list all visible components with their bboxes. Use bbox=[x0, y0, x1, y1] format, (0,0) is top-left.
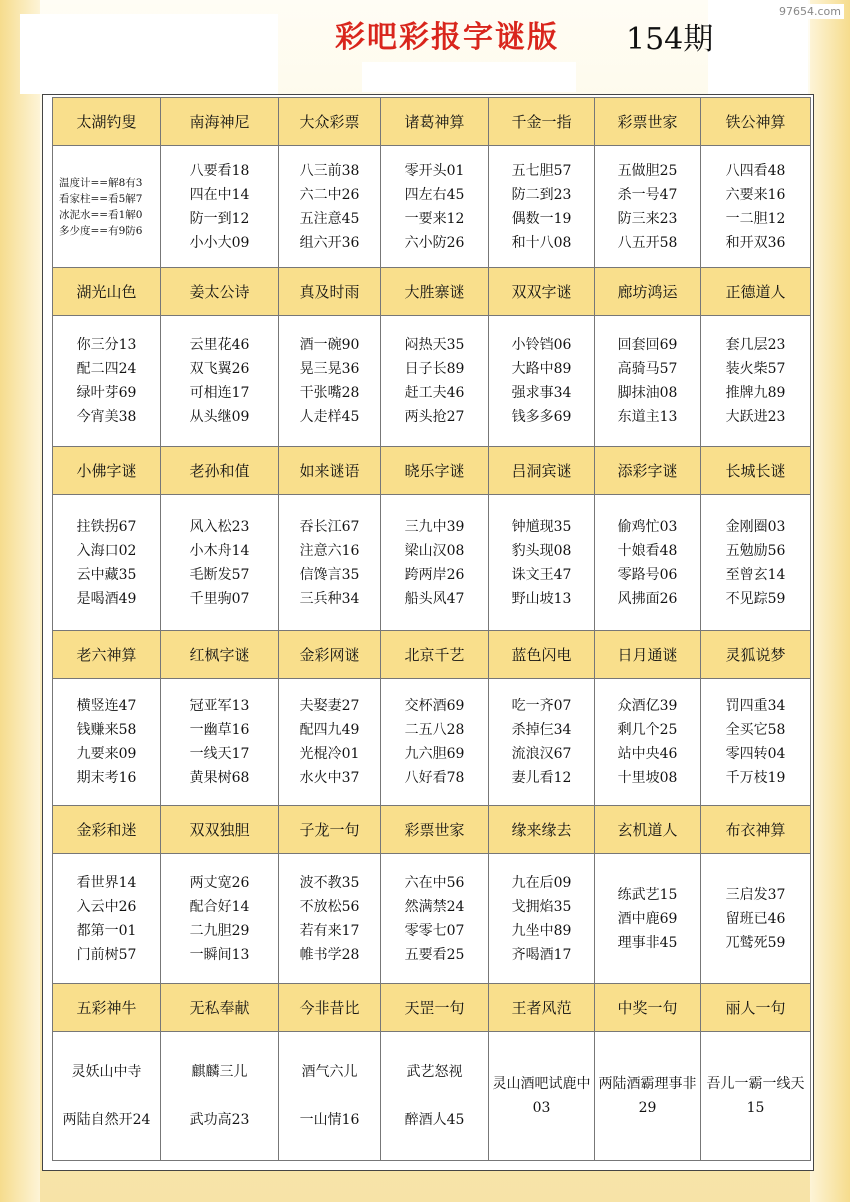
prediction-cell bbox=[489, 316, 595, 447]
prediction-cell bbox=[381, 1032, 489, 1161]
expert-name: 蓝色闪电 bbox=[489, 631, 595, 679]
prediction-line: 一幽草16 bbox=[189, 722, 250, 738]
expert-name: 吕洞宾谜 bbox=[489, 447, 595, 495]
redacted-box-center bbox=[362, 62, 576, 92]
prediction-line: 晃三晃36 bbox=[299, 361, 360, 377]
prediction-line: 诛文王47 bbox=[511, 566, 572, 583]
header-row bbox=[53, 98, 811, 146]
prediction-cell bbox=[701, 316, 811, 447]
expert-name: 子龙一句 bbox=[279, 806, 381, 854]
prediction-cell bbox=[701, 146, 811, 268]
prediction-line: 两头抢27 bbox=[404, 409, 465, 425]
prediction-cell bbox=[701, 495, 811, 631]
expert-name: 双双独胆 bbox=[161, 806, 279, 854]
prediction-line: 高骑马57 bbox=[617, 361, 678, 377]
prediction-cell bbox=[53, 854, 161, 984]
expert-name: 中奖一句 bbox=[595, 984, 701, 1032]
prediction-line: 大路中89 bbox=[511, 361, 572, 377]
prediction-line: 吞长江67 bbox=[299, 518, 360, 535]
header-row bbox=[53, 447, 811, 495]
prediction-line: 若有来17 bbox=[299, 922, 360, 939]
prediction-cell bbox=[53, 495, 161, 631]
prediction-row bbox=[53, 679, 811, 806]
prediction-cell bbox=[161, 316, 279, 447]
prediction-line: 零开头01 bbox=[404, 162, 465, 179]
prediction-cell bbox=[381, 146, 489, 268]
expert-name: 王者风范 bbox=[489, 984, 595, 1032]
expert-name: 湖光山色 bbox=[53, 268, 161, 316]
prediction-line: 六在中56 bbox=[404, 874, 465, 891]
prediction-cell bbox=[279, 679, 381, 806]
prediction-line: 千里驹07 bbox=[189, 590, 250, 607]
prediction-line: 你三分13 bbox=[76, 337, 137, 353]
prediction-line: 麒麟三儿 bbox=[191, 1064, 248, 1080]
prediction-row bbox=[53, 146, 811, 268]
prediction-line: 众酒亿39 bbox=[617, 698, 678, 714]
right-gradient-border bbox=[810, 0, 850, 1202]
prediction-line: 五勉励56 bbox=[725, 542, 786, 559]
prediction-line: 八三前38 bbox=[299, 162, 360, 179]
prediction-line: 一线天17 bbox=[189, 746, 250, 762]
prediction-cell bbox=[53, 1032, 161, 1161]
prediction-cell bbox=[489, 679, 595, 806]
prediction-cell bbox=[701, 1032, 811, 1161]
expert-name: 彩票世家 bbox=[595, 98, 701, 146]
prediction-line: 交杯酒69 bbox=[404, 698, 465, 714]
prediction-line: 钟馗现35 bbox=[511, 518, 572, 535]
header-row bbox=[53, 806, 811, 854]
expert-name: 老孙和值 bbox=[161, 447, 279, 495]
prediction-cell bbox=[595, 495, 701, 631]
prediction-cell bbox=[53, 316, 161, 447]
prediction-line: 推牌九89 bbox=[725, 385, 786, 401]
prediction-line: 零路号06 bbox=[617, 566, 678, 583]
prediction-line: 波不教35 bbox=[299, 874, 360, 891]
prediction-line: 组六开36 bbox=[299, 234, 360, 251]
expert-name: 金彩网谜 bbox=[279, 631, 381, 679]
prediction-line: 配二四24 bbox=[76, 361, 137, 377]
prediction-line: 剩几个25 bbox=[617, 722, 678, 738]
prediction-line: 六要来16 bbox=[725, 186, 786, 203]
prediction-row bbox=[53, 495, 811, 631]
expert-name: 缘来缘去 bbox=[489, 806, 595, 854]
prediction-line: 偷鸡忙03 bbox=[617, 518, 678, 535]
expert-name: 灵狐说梦 bbox=[701, 631, 811, 679]
prediction-line: 两陆酒霸理事非29 bbox=[598, 1076, 697, 1116]
prediction-line: 风入松23 bbox=[189, 518, 250, 535]
prediction-line: 零四转04 bbox=[725, 746, 786, 762]
prediction-line: 闷热天35 bbox=[404, 337, 465, 353]
riddle-table bbox=[52, 97, 811, 1161]
prediction-line: 兀鹫死59 bbox=[725, 934, 786, 951]
prediction-line: 二五八28 bbox=[404, 722, 465, 738]
prediction-line: 三启发37 bbox=[725, 886, 786, 903]
prediction-line: 多少度==有9防6 bbox=[59, 224, 143, 237]
prediction-line: 人走样45 bbox=[299, 409, 360, 425]
prediction-line: 偶数一19 bbox=[511, 210, 572, 227]
prediction-cell bbox=[595, 679, 701, 806]
prediction-line: 光棍冷01 bbox=[299, 746, 360, 762]
prediction-line: 双飞翼26 bbox=[189, 361, 250, 377]
prediction-cell bbox=[489, 854, 595, 984]
prediction-cell bbox=[161, 146, 279, 268]
prediction-line: 留班已46 bbox=[725, 910, 786, 927]
prediction-line: 套几层23 bbox=[725, 337, 786, 353]
header-row bbox=[53, 631, 811, 679]
prediction-cell bbox=[381, 316, 489, 447]
prediction-line: 看家柱==看5解7 bbox=[59, 192, 143, 205]
expert-name: 姜太公诗 bbox=[161, 268, 279, 316]
expert-name: 金彩和迷 bbox=[53, 806, 161, 854]
expert-name: 如来谜语 bbox=[279, 447, 381, 495]
prediction-cell bbox=[595, 316, 701, 447]
expert-name: 彩票世家 bbox=[381, 806, 489, 854]
prediction-line: 九要来09 bbox=[76, 746, 137, 762]
prediction-cell bbox=[701, 854, 811, 984]
expert-name: 五彩神牛 bbox=[53, 984, 161, 1032]
prediction-line: 妻儿看12 bbox=[511, 770, 572, 786]
prediction-row bbox=[53, 1032, 811, 1161]
prediction-line: 二九胆29 bbox=[189, 922, 250, 939]
page-title: 彩吧彩报字谜版 bbox=[335, 20, 559, 55]
prediction-line: 三兵种34 bbox=[299, 590, 360, 607]
prediction-line: 戈拥焰35 bbox=[511, 898, 572, 915]
prediction-line: 门前树57 bbox=[76, 946, 137, 963]
prediction-line: 八要看18 bbox=[189, 162, 250, 179]
prediction-line: 看世界14 bbox=[76, 874, 137, 891]
prediction-cell bbox=[161, 495, 279, 631]
prediction-line: 帷书学28 bbox=[299, 946, 360, 963]
prediction-line: 野山坡13 bbox=[511, 590, 572, 607]
prediction-line: 吾儿一霸一线天15 bbox=[706, 1076, 805, 1116]
expert-name: 红枫字谜 bbox=[161, 631, 279, 679]
prediction-cell bbox=[161, 679, 279, 806]
prediction-line: 云里花46 bbox=[189, 337, 250, 353]
prediction-line: 理事非45 bbox=[617, 934, 678, 951]
prediction-line: 脚抹油08 bbox=[617, 385, 678, 401]
prediction-row bbox=[53, 854, 811, 984]
prediction-line: 冰泥水==看1解0 bbox=[59, 208, 143, 221]
prediction-line: 武功高23 bbox=[189, 1112, 250, 1128]
redacted-box-left bbox=[20, 14, 278, 94]
prediction-cell bbox=[595, 854, 701, 984]
prediction-cell bbox=[161, 854, 279, 984]
prediction-cell bbox=[279, 1032, 381, 1161]
expert-name: 长城长谜 bbox=[701, 447, 811, 495]
prediction-line: 跨两岸26 bbox=[404, 566, 465, 583]
expert-name: 太湖钓叟 bbox=[53, 98, 161, 146]
prediction-cell bbox=[161, 1032, 279, 1161]
prediction-cell bbox=[279, 146, 381, 268]
expert-name: 日月通谜 bbox=[595, 631, 701, 679]
prediction-line: 练武艺15 bbox=[617, 886, 678, 903]
prediction-line: 回套回69 bbox=[617, 337, 678, 353]
expert-name: 布衣神算 bbox=[701, 806, 811, 854]
prediction-line: 至曾玄14 bbox=[725, 566, 786, 583]
prediction-line: 入云中26 bbox=[76, 898, 137, 915]
prediction-cell bbox=[381, 679, 489, 806]
prediction-line: 可相连17 bbox=[189, 385, 250, 401]
prediction-line: 黄果树68 bbox=[189, 770, 250, 786]
prediction-line: 酒气六儿 bbox=[301, 1064, 358, 1080]
prediction-line: 九坐中89 bbox=[511, 922, 572, 939]
prediction-cell bbox=[595, 146, 701, 268]
prediction-line: 五注意45 bbox=[299, 210, 360, 227]
prediction-row bbox=[53, 316, 811, 447]
prediction-line: 和开双36 bbox=[725, 234, 786, 251]
prediction-line: 期末考16 bbox=[76, 770, 137, 786]
prediction-line: 杀掉仨34 bbox=[511, 722, 572, 738]
prediction-line: 装火柴57 bbox=[725, 361, 786, 377]
prediction-line: 罚四重34 bbox=[725, 698, 786, 714]
prediction-line: 一二胆12 bbox=[725, 210, 786, 227]
prediction-line: 从头继09 bbox=[189, 409, 250, 425]
prediction-line: 入海口02 bbox=[76, 542, 137, 559]
prediction-line: 小小大09 bbox=[189, 234, 250, 251]
prediction-line: 六小防26 bbox=[404, 234, 465, 251]
prediction-cell bbox=[279, 495, 381, 631]
prediction-line: 站中央46 bbox=[617, 746, 678, 762]
expert-name: 无私奉献 bbox=[161, 984, 279, 1032]
prediction-cell bbox=[489, 146, 595, 268]
prediction-line: 五七胆57 bbox=[511, 162, 572, 179]
prediction-line: 防三来23 bbox=[617, 210, 678, 227]
prediction-line: 灵山酒吧试鹿中03 bbox=[492, 1076, 591, 1116]
prediction-line: 钱赚来58 bbox=[76, 722, 137, 738]
prediction-line: 酒一碗90 bbox=[299, 337, 360, 353]
prediction-line: 和十八08 bbox=[511, 234, 572, 251]
prediction-line: 一要来12 bbox=[404, 210, 465, 227]
prediction-line: 毛断发57 bbox=[189, 566, 250, 583]
prediction-line: 防二到23 bbox=[511, 186, 572, 203]
prediction-line: 小木舟14 bbox=[189, 542, 250, 559]
prediction-cell bbox=[381, 854, 489, 984]
prediction-line: 金刚圈03 bbox=[725, 518, 786, 535]
prediction-cell bbox=[701, 679, 811, 806]
prediction-line: 拄铁拐67 bbox=[76, 518, 137, 535]
expert-name: 大众彩票 bbox=[279, 98, 381, 146]
prediction-line: 八好看78 bbox=[404, 770, 465, 786]
prediction-line: 齐喝酒17 bbox=[511, 946, 572, 963]
prediction-cell bbox=[595, 1032, 701, 1161]
prediction-line: 不放松56 bbox=[299, 898, 360, 915]
prediction-line: 风拂面26 bbox=[617, 590, 678, 607]
prediction-line: 今宵美38 bbox=[76, 409, 137, 425]
expert-name: 玄机道人 bbox=[595, 806, 701, 854]
prediction-cell bbox=[53, 679, 161, 806]
prediction-line: 船头风47 bbox=[404, 590, 465, 607]
prediction-line: 注意六16 bbox=[299, 542, 360, 559]
prediction-line: 水火中37 bbox=[299, 770, 360, 786]
prediction-line: 一瞬间13 bbox=[189, 946, 250, 963]
prediction-line: 两丈宽26 bbox=[189, 874, 250, 891]
prediction-line: 零零七07 bbox=[404, 922, 465, 939]
prediction-line: 两陆自然开24 bbox=[62, 1112, 151, 1128]
prediction-line: 流浪汉67 bbox=[511, 746, 572, 762]
expert-name: 天罡一句 bbox=[381, 984, 489, 1032]
prediction-line: 赶工夫46 bbox=[404, 385, 465, 401]
prediction-line: 都第一01 bbox=[76, 922, 137, 939]
prediction-line: 信馋言35 bbox=[299, 566, 360, 583]
prediction-line: 大跃进23 bbox=[725, 409, 786, 425]
prediction-line: 配四九49 bbox=[299, 722, 360, 738]
prediction-line: 千万枝19 bbox=[725, 770, 786, 786]
prediction-line: 干张嘴28 bbox=[299, 385, 360, 401]
prediction-line: 九六胆69 bbox=[404, 746, 465, 762]
prediction-line: 五做胆25 bbox=[617, 162, 678, 179]
prediction-line: 三九中39 bbox=[404, 518, 465, 535]
prediction-line: 然满禁24 bbox=[404, 898, 465, 915]
prediction-line: 绿叶芽69 bbox=[76, 385, 137, 401]
expert-name: 晓乐字谜 bbox=[381, 447, 489, 495]
expert-name: 添彩字谜 bbox=[595, 447, 701, 495]
prediction-line: 全买它58 bbox=[725, 722, 786, 738]
prediction-line: 配合好14 bbox=[189, 898, 250, 915]
expert-name: 正德道人 bbox=[701, 268, 811, 316]
prediction-line: 不见踪59 bbox=[725, 590, 786, 607]
prediction-cell bbox=[381, 495, 489, 631]
expert-name: 诸葛神算 bbox=[381, 98, 489, 146]
site-watermark: 97654.com bbox=[776, 4, 844, 19]
expert-name: 千金一指 bbox=[489, 98, 595, 146]
prediction-cell bbox=[279, 316, 381, 447]
prediction-cell bbox=[489, 495, 595, 631]
prediction-line: 灵妖山中寺 bbox=[71, 1064, 142, 1080]
prediction-line: 杀一号47 bbox=[617, 186, 678, 203]
prediction-line: 豹头现08 bbox=[511, 542, 572, 559]
prediction-line: 温度计==解8有3 bbox=[59, 176, 143, 189]
header-row bbox=[53, 984, 811, 1032]
expert-name: 廊坊鸿运 bbox=[595, 268, 701, 316]
prediction-line: 强求事34 bbox=[511, 385, 572, 401]
prediction-line: 一山情16 bbox=[299, 1112, 360, 1128]
prediction-cell bbox=[489, 1032, 595, 1161]
prediction-line: 醉酒人45 bbox=[404, 1112, 465, 1128]
prediction-line: 日子长89 bbox=[404, 361, 465, 377]
prediction-line: 冠亚军13 bbox=[189, 698, 250, 714]
prediction-line: 四左右45 bbox=[404, 186, 465, 203]
prediction-line: 十娘看48 bbox=[617, 542, 678, 559]
expert-name: 老六神算 bbox=[53, 631, 161, 679]
expert-name: 今非昔比 bbox=[279, 984, 381, 1032]
prediction-line: 酒中鹿69 bbox=[617, 910, 678, 927]
prediction-line: 钱多多69 bbox=[511, 409, 572, 425]
prediction-line: 八五开58 bbox=[617, 234, 678, 251]
prediction-line: 八四看48 bbox=[725, 162, 786, 179]
prediction-line: 九在后09 bbox=[511, 874, 572, 891]
prediction-line: 四在中14 bbox=[189, 186, 250, 203]
expert-name: 大胜寨谜 bbox=[381, 268, 489, 316]
prediction-line: 横竖连47 bbox=[76, 698, 137, 714]
prediction-line: 吃一齐07 bbox=[511, 698, 572, 714]
prediction-line: 云中藏35 bbox=[76, 566, 137, 583]
prediction-line: 是喝酒49 bbox=[76, 590, 137, 607]
prediction-line: 武艺怒视 bbox=[406, 1064, 463, 1080]
header-row bbox=[53, 268, 811, 316]
prediction-cell bbox=[279, 854, 381, 984]
prediction-line: 十里坡08 bbox=[617, 770, 678, 786]
prediction-line: 六二中26 bbox=[299, 186, 360, 203]
expert-name: 北京千艺 bbox=[381, 631, 489, 679]
prediction-line: 小铃铛06 bbox=[511, 337, 572, 353]
prediction-line: 五要看25 bbox=[404, 946, 465, 963]
prediction-line: 夫娶妻27 bbox=[299, 698, 360, 714]
left-gradient-border bbox=[0, 0, 40, 1202]
expert-name: 铁公神算 bbox=[701, 98, 811, 146]
prediction-line: 防一到12 bbox=[189, 210, 250, 227]
prediction-cell bbox=[53, 146, 161, 268]
expert-name: 双双字谜 bbox=[489, 268, 595, 316]
expert-name: 真及时雨 bbox=[279, 268, 381, 316]
issue-number: 154期 bbox=[626, 22, 714, 57]
prediction-line: 梁山汉08 bbox=[404, 542, 465, 559]
expert-name: 小佛字谜 bbox=[53, 447, 161, 495]
expert-name: 南海神尼 bbox=[161, 98, 279, 146]
prediction-line: 东道主13 bbox=[617, 409, 678, 425]
expert-name: 丽人一句 bbox=[701, 984, 811, 1032]
